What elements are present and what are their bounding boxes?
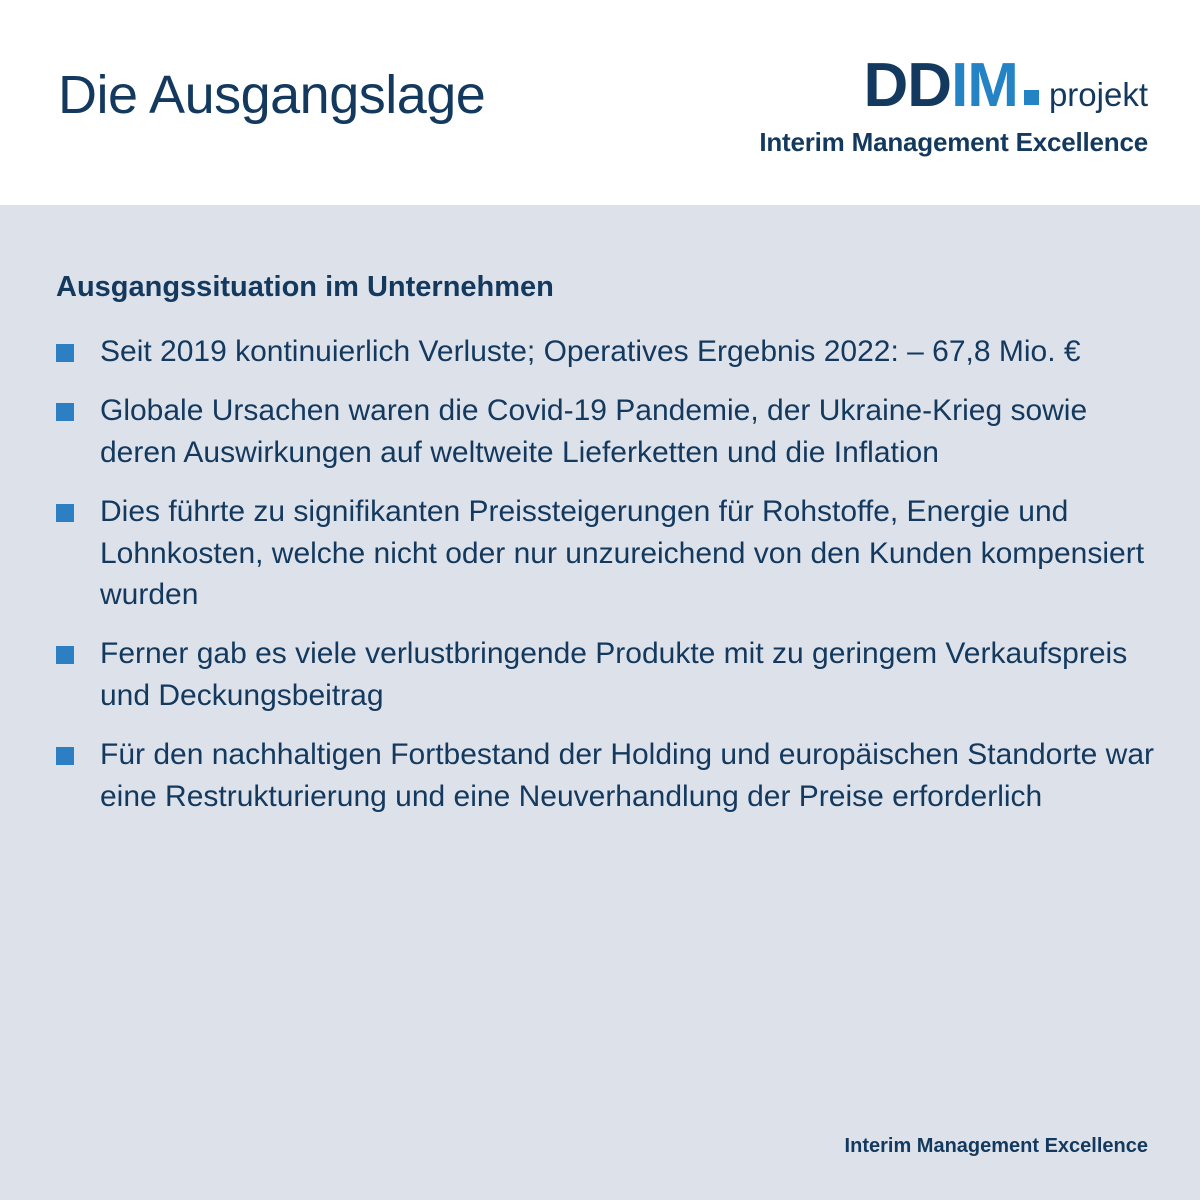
list-item-text: Globale Ursachen waren die Covid-19 Pandemie, der Ukraine-Krieg sowie deren Auswirkungen auf weltweite Lieferketten und die Inflation bbox=[100, 394, 1088, 469]
slide-body bbox=[0, 205, 1200, 1200]
bullet-square-icon bbox=[56, 504, 74, 522]
page-title: Die Ausgangslage bbox=[58, 65, 486, 125]
list-item-text: Ferner gab es viele verlustbringende Produkte mit zu geringem Verkaufspreis und Deckungsbeitrag bbox=[100, 637, 1128, 712]
slide-header bbox=[0, 0, 1200, 205]
list-item bbox=[56, 633, 1166, 716]
list-item-text: Für den nachhaltigen Fortbestand der Holding und europäischen Standorte war eine Restrukturierung und eine Neuverhandlung der Preise erforderlich bbox=[100, 738, 1155, 813]
logo-text-im: IM bbox=[951, 51, 1018, 120]
logo-wordmark bbox=[759, 51, 1148, 120]
list-item bbox=[56, 491, 1166, 615]
bullet-list bbox=[56, 331, 1166, 835]
ddim-logo bbox=[759, 51, 1148, 158]
bullet-square-icon bbox=[56, 403, 74, 421]
slide-footer: Interim Management Excellence bbox=[844, 1135, 1148, 1157]
logo-tagline: Interim Management Excellence bbox=[759, 127, 1148, 157]
list-item-text: Seit 2019 kontinuierlich Verluste; Operatives Ergebnis 2022: – 67,8 Mio. € bbox=[100, 335, 1081, 368]
list-item bbox=[56, 734, 1166, 817]
logo-text-dd: DD bbox=[863, 51, 952, 120]
list-item bbox=[56, 390, 1166, 473]
bullet-square-icon bbox=[56, 344, 74, 362]
bullet-square-icon bbox=[56, 646, 74, 664]
logo-text-projekt: projekt bbox=[1048, 76, 1148, 113]
section-heading: Ausgangssituation im Unternehmen bbox=[56, 271, 554, 303]
list-item bbox=[56, 331, 1166, 372]
square-icon bbox=[1024, 90, 1039, 105]
bullet-square-icon bbox=[56, 747, 74, 765]
list-item-text: Dies führte zu signifikanten Preissteigerungen für Rohstoffe, Energie und Lohnkosten, welche nicht oder nur unzureichend von den Kunden kompensiert wurden bbox=[100, 495, 1145, 611]
